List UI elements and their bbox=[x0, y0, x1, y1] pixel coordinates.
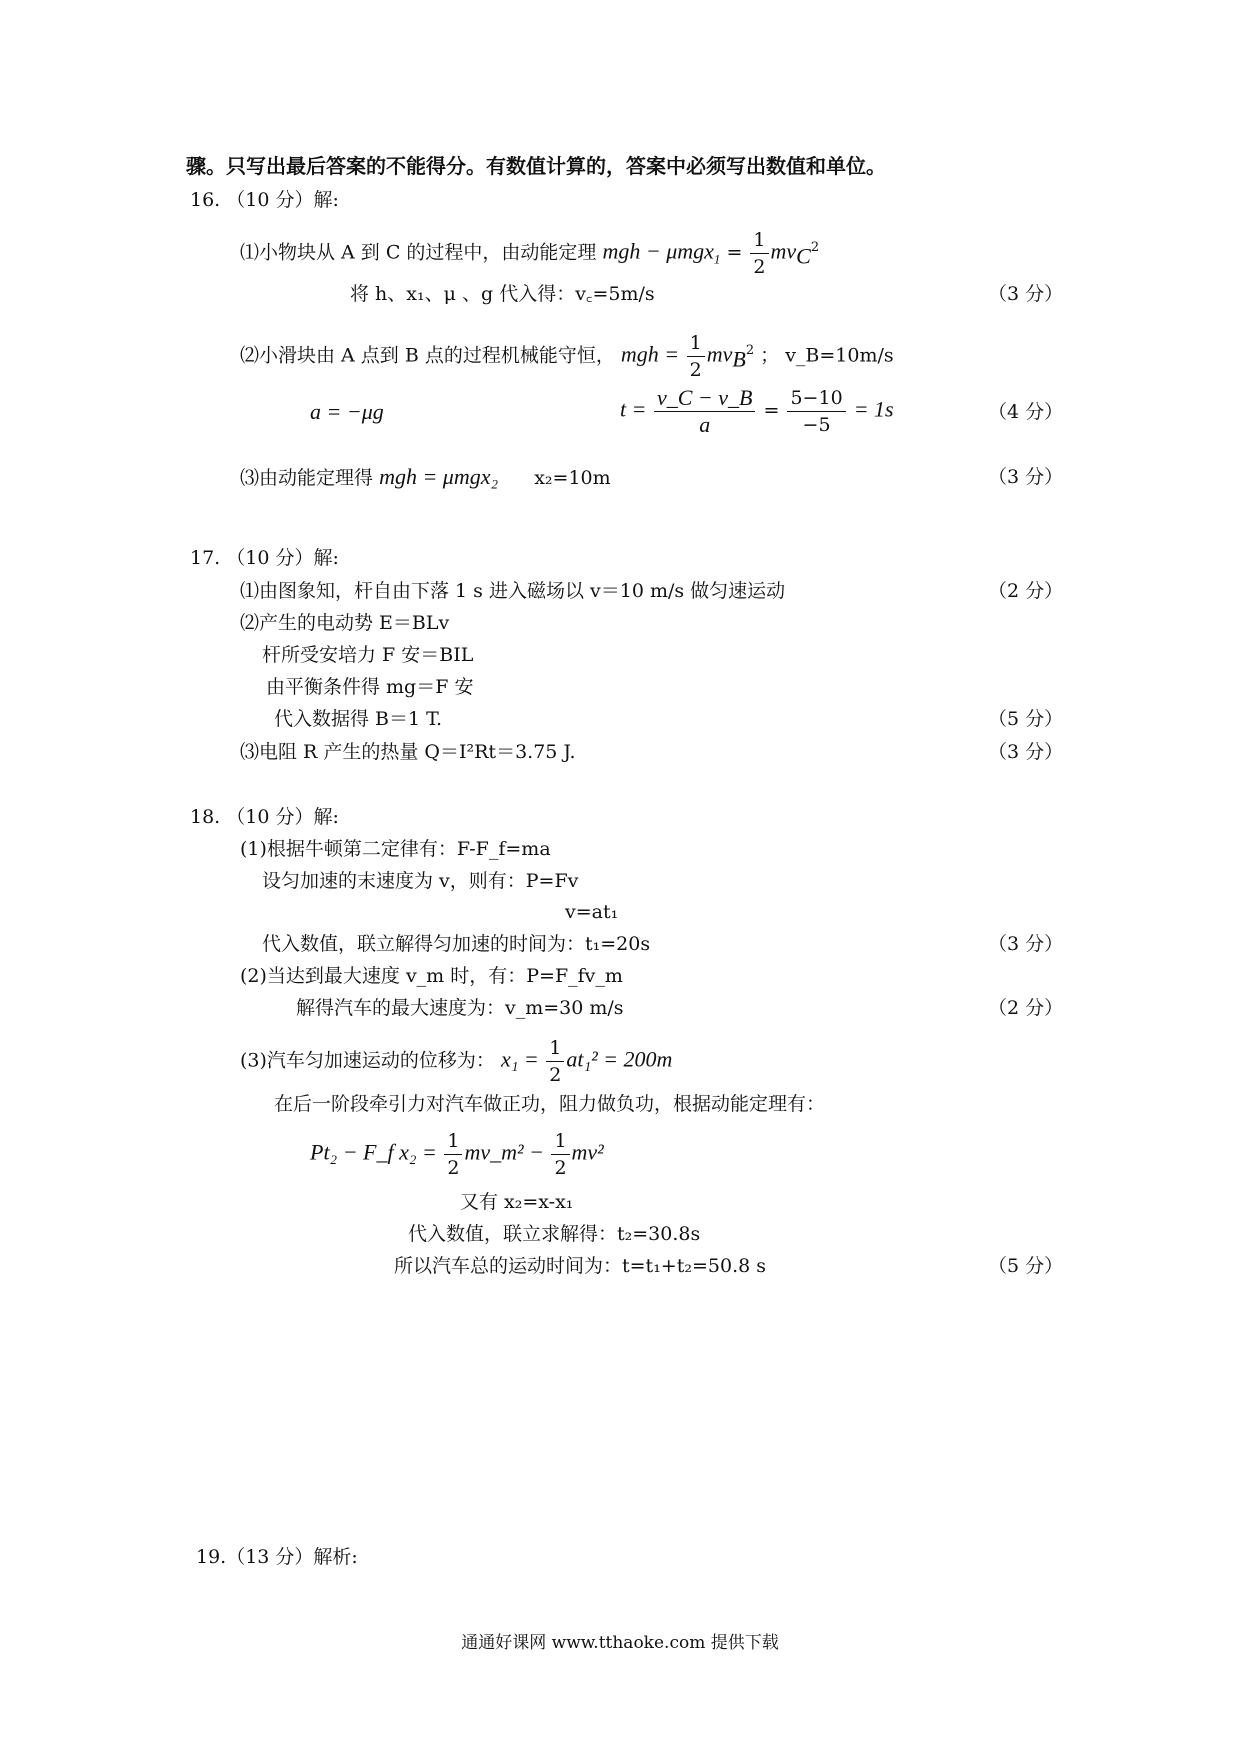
q17-line3: 杆所受安培力 F 安＝BIL bbox=[262, 644, 474, 666]
q16-part2-result: ； v_B=10m/s bbox=[760, 344, 894, 367]
q17-line4: 由平衡条件得 mg＝F 安 bbox=[266, 676, 474, 698]
q16-part3-result: x₂=10m bbox=[534, 467, 611, 489]
q17-line1: ⑴由图象知，杆自由下落 1 s 进入磁场以 v＝10 m/s 做匀速运动 bbox=[240, 580, 786, 602]
q16-part3-eq: mgh = μmgx₂ bbox=[379, 464, 499, 489]
q16-title: 16. （10 分）解: bbox=[190, 189, 339, 211]
q18-line6: 解得汽车的最大速度为：v_m=30 m/s bbox=[296, 997, 624, 1019]
q18-line6-score: （2 分） bbox=[988, 997, 1064, 1019]
q17-line6: ⑶电阻 R 产生的热量 Q＝I²Rt＝3.75 J. bbox=[240, 741, 576, 763]
q16-part1-eq-left: mgh − μmgx bbox=[602, 238, 714, 264]
q19-title: 19.（13 分）解析: bbox=[196, 1546, 358, 1568]
q18-line4: 代入数值，联立解得匀加速的时间为：t₁=20s bbox=[262, 933, 651, 955]
q16-part3-score: （3 分） bbox=[988, 466, 1064, 488]
q16-part1-eq-mid: = bbox=[726, 241, 749, 264]
q16-part1-fraction: $\frac{1}{2}$ bbox=[750, 227, 768, 280]
q18-line7: (3)汽车匀加速运动的位移为： x₁ = $\frac{1}{2}$ at₁² = 200m bbox=[240, 1037, 673, 1086]
instruction-header: 骤。只写出最后答案的不能得分。有数值计算的，答案中必须写出数值和单位。 bbox=[186, 154, 886, 178]
q16-part2-fraction: $\frac{1}{2}$ bbox=[687, 330, 705, 383]
q16-part1-score: （3 分） bbox=[988, 283, 1064, 305]
q18-line7-eq-right: at₁² = 200m bbox=[566, 1046, 673, 1072]
q18-line9-fraction1: $\frac{1}{2}$ bbox=[444, 1128, 462, 1181]
q18-line7-fraction: $\frac{1}{2}$ bbox=[546, 1035, 564, 1088]
q16-part2-score: （4 分） bbox=[988, 401, 1064, 423]
q18-line9-fraction2: $\frac{1}{2}$ bbox=[551, 1128, 569, 1181]
q16-part2-fraction2: $\frac{5-10}{-5}$ bbox=[787, 385, 845, 438]
q16-part1-text: ⑴小物块从 A 到 C 的过程中，由动能定理 bbox=[240, 241, 597, 264]
q18-line1: (1)根据牛顿第二定律有：F-F_f=ma bbox=[240, 838, 551, 860]
q18-line5: (2)当达到最大速度 v_m 时，有：P=F_fv_m bbox=[240, 965, 623, 987]
q16-part1-line2: 将 h、x₁、μ 、g 代入得：v꜀=5m/s bbox=[350, 283, 655, 305]
q17-line5: 代入数据得 B＝1 T. bbox=[274, 708, 443, 730]
q18-line12: 所以汽车总的运动时间为：t=t₁+t₂=50.8 s bbox=[394, 1255, 766, 1277]
q17-line1-score: （2 分） bbox=[988, 580, 1064, 602]
q17-line2: ⑵产生的电动势 E＝BLv bbox=[240, 612, 450, 634]
q16-part1-eq-right: mv bbox=[770, 238, 797, 264]
q16-part2-time-eq: t = $\frac{v\_C - v\_B}{a}$ = $\frac{5-10}{-5}$ = 1s bbox=[620, 385, 894, 437]
q18-line12-score: （5 分） bbox=[988, 1255, 1064, 1277]
q17-title: 17. （10 分）解: bbox=[190, 547, 339, 569]
q16-part2-eq-left: mgh = bbox=[620, 341, 685, 367]
q18-line4-score: （3 分） bbox=[988, 933, 1064, 955]
q16-part2-line1: ⑵小滑块由 A 点到 B 点的过程机械能守恒， mgh = $\frac{1}{2}$ $mv_B^2$ ； v_B=10m/s bbox=[240, 332, 894, 381]
q18-line9: Pt₂ − F_f x₂ = $\frac{1}{2}$ mv_m² − $\frac{1}{2}$ mv² bbox=[310, 1130, 604, 1179]
q18-line8: 在后一阶段牵引力对汽车做正功，阻力做负功，根据动能定理有： bbox=[274, 1093, 826, 1115]
q16-part3-line: ⑶由动能定理得 mgh = μmgx₂ x₂=10m bbox=[240, 464, 611, 489]
q16-part2-fraction1: $\frac{v\_C - v\_B}{a}$ bbox=[654, 385, 756, 438]
q18-title: 18. （10 分）解: bbox=[190, 806, 339, 828]
q16-part2-acceleration: a = −μg bbox=[310, 399, 384, 424]
q18-line10: 又有 x₂=x-x₁ bbox=[460, 1191, 574, 1213]
q18-line7-eq-left: x₁ = bbox=[500, 1046, 545, 1072]
q16-part1-line1: ⑴小物块从 A 到 C 的过程中，由动能定理 mgh − μmgx$_1$ = $\frac{1}{2}$ $mv_C^2$ bbox=[240, 229, 820, 278]
q18-line11: 代入数值，联立求解得：t₂=30.8s bbox=[408, 1223, 701, 1245]
q18-line2: 设匀加速的末速度为 v，则有：P=Fv bbox=[262, 870, 579, 892]
q17-line5-score: （5 分） bbox=[988, 708, 1064, 730]
q18-line3: v=at₁ bbox=[565, 901, 619, 923]
footer-watermark: 通通好课网 www.tthaoke.com 提供下载 bbox=[461, 1633, 779, 1653]
q17-line6-score: （3 分） bbox=[988, 741, 1064, 763]
